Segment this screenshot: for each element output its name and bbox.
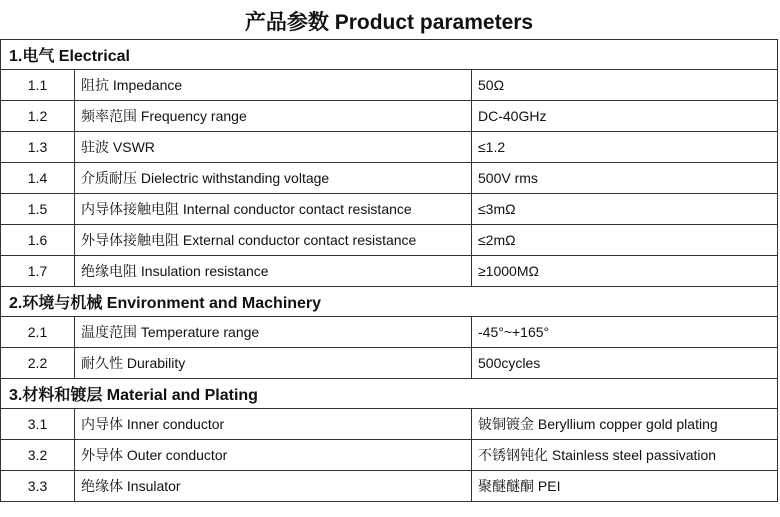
table-row xyxy=(1,317,778,348)
parameter-name: 驻波 VSWR xyxy=(75,132,472,163)
parameter-value: -45°~+165° xyxy=(472,317,778,348)
parameter-name: 介质耐压 Dielectric withstanding voltage xyxy=(75,163,472,194)
table-row xyxy=(1,440,778,471)
parameter-value: 不锈钢钝化 Stainless steel passivation xyxy=(472,440,778,471)
row-number: 3.2 xyxy=(1,440,75,471)
section-heading-environment: 2.环境与机械 Environment and Machinery xyxy=(1,287,778,317)
parameter-name: 内导体接触电阻 Internal conductor contact resistance xyxy=(75,194,472,225)
parameter-value: 铍铜镀金 Beryllium copper gold plating xyxy=(472,409,778,440)
parameter-value: ≥1000MΩ xyxy=(472,256,778,287)
parameter-value: 500V rms xyxy=(472,163,778,194)
parameter-value: ≤3mΩ xyxy=(472,194,778,225)
row-number: 2.1 xyxy=(1,317,75,348)
table-title: 产品参数 Product parameters xyxy=(1,3,778,40)
row-number: 1.6 xyxy=(1,225,75,256)
row-number: 1.1 xyxy=(1,70,75,101)
table-row xyxy=(1,132,778,163)
parameter-name: 阻抗 Impedance xyxy=(75,70,472,101)
parameter-value: 聚醚醚酮 PEI xyxy=(472,471,778,502)
row-number: 2.2 xyxy=(1,348,75,379)
section-heading-electrical: 1.电气 Electrical xyxy=(1,40,778,70)
row-number: 1.4 xyxy=(1,163,75,194)
table-row xyxy=(1,225,778,256)
table-row xyxy=(1,471,778,502)
row-number: 1.7 xyxy=(1,256,75,287)
row-number: 1.3 xyxy=(1,132,75,163)
table-row xyxy=(1,348,778,379)
parameter-name: 频率范围 Frequency range xyxy=(75,101,472,132)
section-heading-material: 3.材料和镀层 Material and Plating xyxy=(1,379,778,409)
table-row xyxy=(1,409,778,440)
section-heading-row xyxy=(1,287,778,317)
section-heading-row xyxy=(1,379,778,409)
parameter-name: 外导体接触电阻 External conductor contact resistance xyxy=(75,225,472,256)
section-heading-row xyxy=(1,40,778,70)
parameter-name: 温度范围 Temperature range xyxy=(75,317,472,348)
row-number: 3.1 xyxy=(1,409,75,440)
row-number: 1.5 xyxy=(1,194,75,225)
parameter-name: 绝缘电阻 Insulation resistance xyxy=(75,256,472,287)
table-row xyxy=(1,70,778,101)
parameter-value: 50Ω xyxy=(472,70,778,101)
parameter-value: ≤2mΩ xyxy=(472,225,778,256)
table-row xyxy=(1,101,778,132)
table-row xyxy=(1,194,778,225)
parameter-value: ≤1.2 xyxy=(472,132,778,163)
parameter-name: 绝缘体 Insulator xyxy=(75,471,472,502)
table-row xyxy=(1,163,778,194)
parameter-value: 500cycles xyxy=(472,348,778,379)
parameter-name: 耐久性 Durability xyxy=(75,348,472,379)
parameters-table xyxy=(0,3,778,502)
parameter-name: 内导体 Inner conductor xyxy=(75,409,472,440)
title-row xyxy=(1,3,778,40)
row-number: 3.3 xyxy=(1,471,75,502)
parameter-value: DC-40GHz xyxy=(472,101,778,132)
table-row xyxy=(1,256,778,287)
parameter-name: 外导体 Outer conductor xyxy=(75,440,472,471)
row-number: 1.2 xyxy=(1,101,75,132)
